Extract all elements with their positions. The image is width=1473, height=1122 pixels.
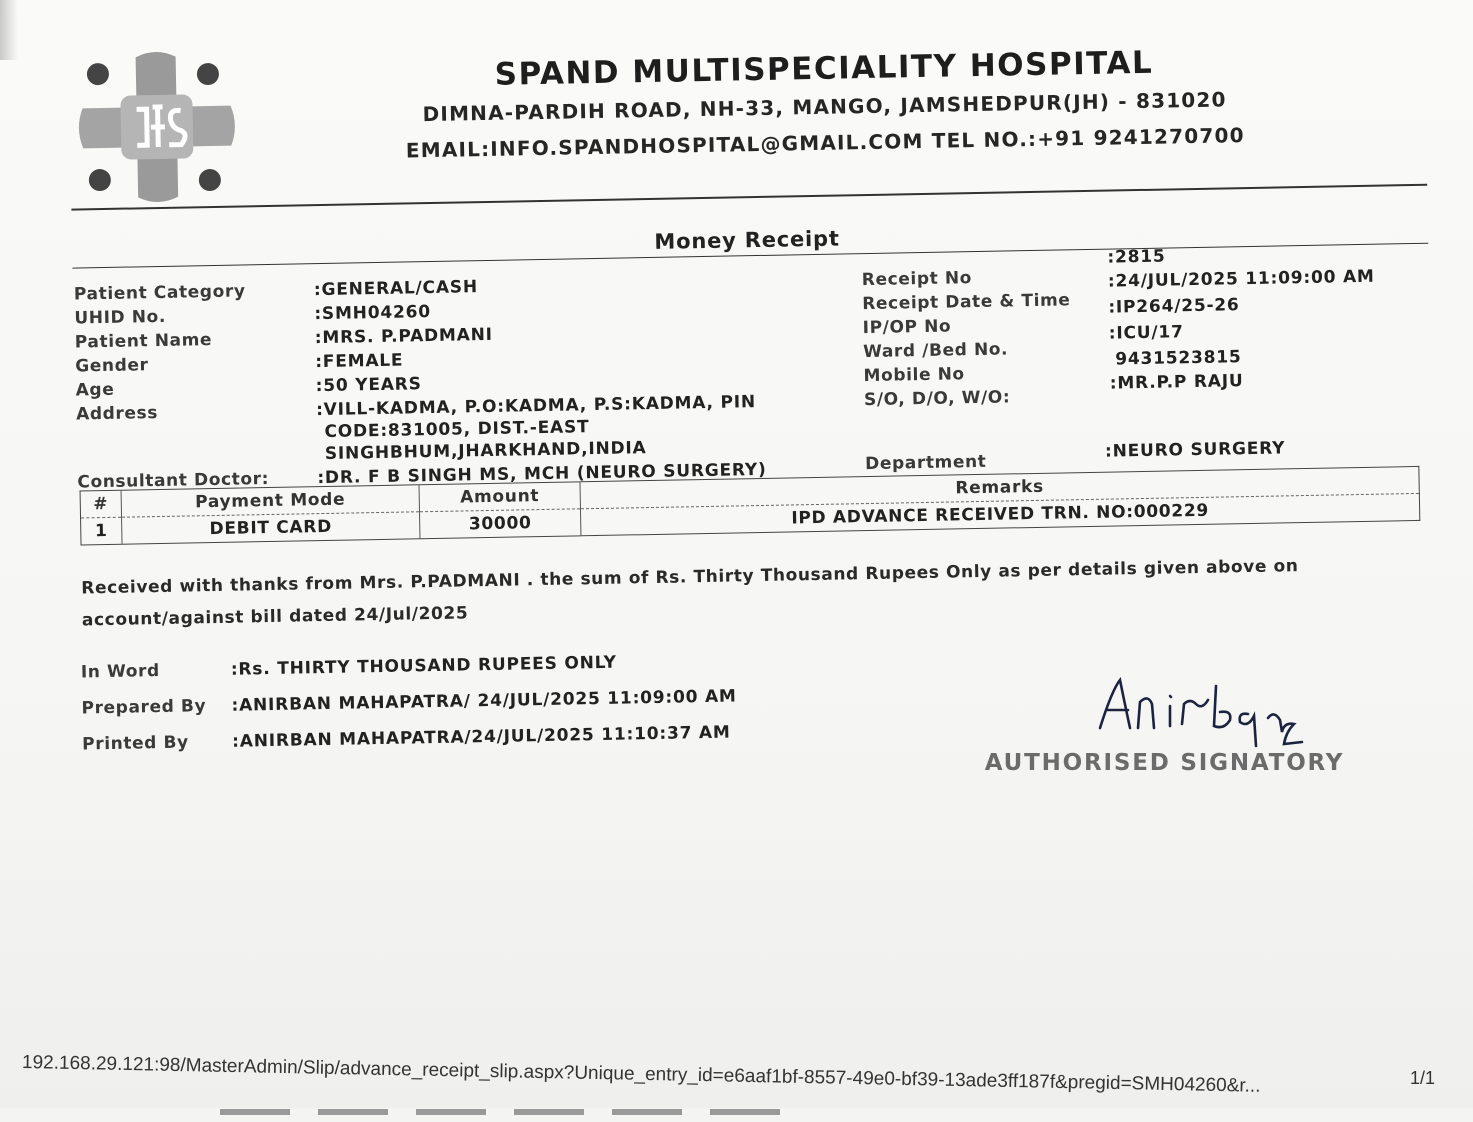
col-header-remarks: Remarks (580, 466, 1419, 508)
in-word-label: In Word (80, 661, 160, 683)
printed-by-label: Printed By (82, 732, 189, 755)
uhid-label: UHID No. (74, 306, 167, 329)
ward-bed-label: Ward /Bed No. (862, 339, 1009, 363)
department-label: Department (865, 451, 987, 475)
relation-label: S/O, D/O, W/O: (863, 387, 1011, 411)
age-label: Age (75, 379, 115, 401)
address-label: Address (75, 403, 159, 425)
col-header-amount: Amount (419, 482, 580, 512)
hospital-logo-icon (75, 48, 238, 206)
hospital-contact: EMAIL:INFO.SPANDHOSPITAL@GMAIL.COM TEL NO.:+91 9241270700 (405, 123, 1245, 163)
patient-name-label: Patient Name (74, 330, 213, 353)
hospital-name: SPAND MULTISPECIALITY HOSPITAL (494, 44, 1154, 93)
mobile-value: 9431523815 (1115, 347, 1242, 370)
mobile-label: Mobile No (863, 364, 965, 387)
print-footer-page: 1/1 (1410, 1068, 1436, 1088)
age-value: :50 YEARS (315, 374, 422, 397)
relation-value: :MR.P.P RAJU (1109, 371, 1244, 394)
department-value: :NEURO SURGERY (1104, 438, 1286, 462)
address-line-2: CODE:831005, DIST.-EAST (324, 417, 590, 442)
acknowledgement-line-2: account/against bill dated 24/Jul/2025 (81, 603, 469, 631)
gender-value: :FEMALE (315, 350, 404, 373)
consultant-doctor-value: :DR. F B SINGH MS, MCH (NEURO SURGERY) (317, 459, 767, 489)
receipt-date-value: :24/JUL/2025 11:09:00 AM (1107, 266, 1375, 292)
ipop-label: IP/OP No (862, 316, 952, 339)
cell-amount: 30000 (419, 509, 580, 539)
ward-bed-value: :ICU/17 (1108, 322, 1184, 344)
in-word-value: :Rs. THIRTY THOUSAND RUPEES ONLY (230, 652, 617, 680)
receipt-no-value: :2815 (1107, 246, 1166, 268)
page-title: Money Receipt (654, 226, 840, 254)
patient-name-value: :MRS. P.PADMANI (314, 324, 493, 349)
address-line-3: SINGHBHUM,JHARKHAND,INDIA (324, 438, 647, 464)
cell-payment-mode: DEBIT CARD (122, 512, 420, 544)
address-line-1: :VILL-KADMA, P.O:KADMA, P.S:KADMA, PIN (315, 392, 757, 421)
handwritten-signature (1090, 670, 1320, 760)
receipt-date-label: Receipt Date & Time (862, 290, 1071, 315)
patient-category-value: :GENERAL/CASH (313, 277, 479, 301)
cell-index: 1 (94, 520, 108, 542)
patient-category-label: Patient Category (73, 281, 246, 305)
consultant-doctor-label: Consultant Doctor: (77, 469, 270, 493)
acknowledgement-line-1: Received with thanks from Mrs. P.PADMANI . the sum of Rs. Thirty Thousand Rupees Only as per details given above on (81, 556, 1299, 599)
header-divider (71, 184, 1427, 211)
cell-remarks: IPD ADVANCE RECEIVED TRN. NO:000229 (580, 493, 1419, 535)
payment-table (80, 466, 1421, 546)
gender-label: Gender (75, 355, 149, 377)
ipop-value: :IP264/25-26 (1108, 295, 1240, 318)
col-header-index: # (80, 490, 121, 518)
prepared-by-label: Prepared By (81, 696, 207, 719)
bottom-edge-marks (220, 1100, 920, 1108)
uhid-value: :SMH04260 (314, 302, 432, 325)
prepared-by-value: :ANIRBAN MAHAPATRA/ 24/JUL/2025 11:09:00 AM (231, 686, 737, 716)
authorised-signatory-caption: AUTHORISED SIGNATORY (984, 750, 1345, 776)
col-header-payment-mode: Payment Mode (121, 485, 419, 517)
hospital-address: DIMNA-PARDIH ROAD, NH-33, MANGO, JAMSHEDPUR(JH) - 831020 (422, 87, 1227, 127)
print-footer-url: 192.168.29.121:98/MasterAdmin/Slip/advance_receipt_slip.aspx?Unique_entry_id=e6aaf1bf-8557-49e0-bf39-13ade3ff187f&pregid=SMH04260&r... (21, 1052, 1261, 1097)
receipt-no-label: Receipt No (861, 268, 973, 291)
printed-by-value: :ANIRBAN MAHAPATRA/24/JUL/2025 11:10:37 AM (231, 722, 731, 752)
